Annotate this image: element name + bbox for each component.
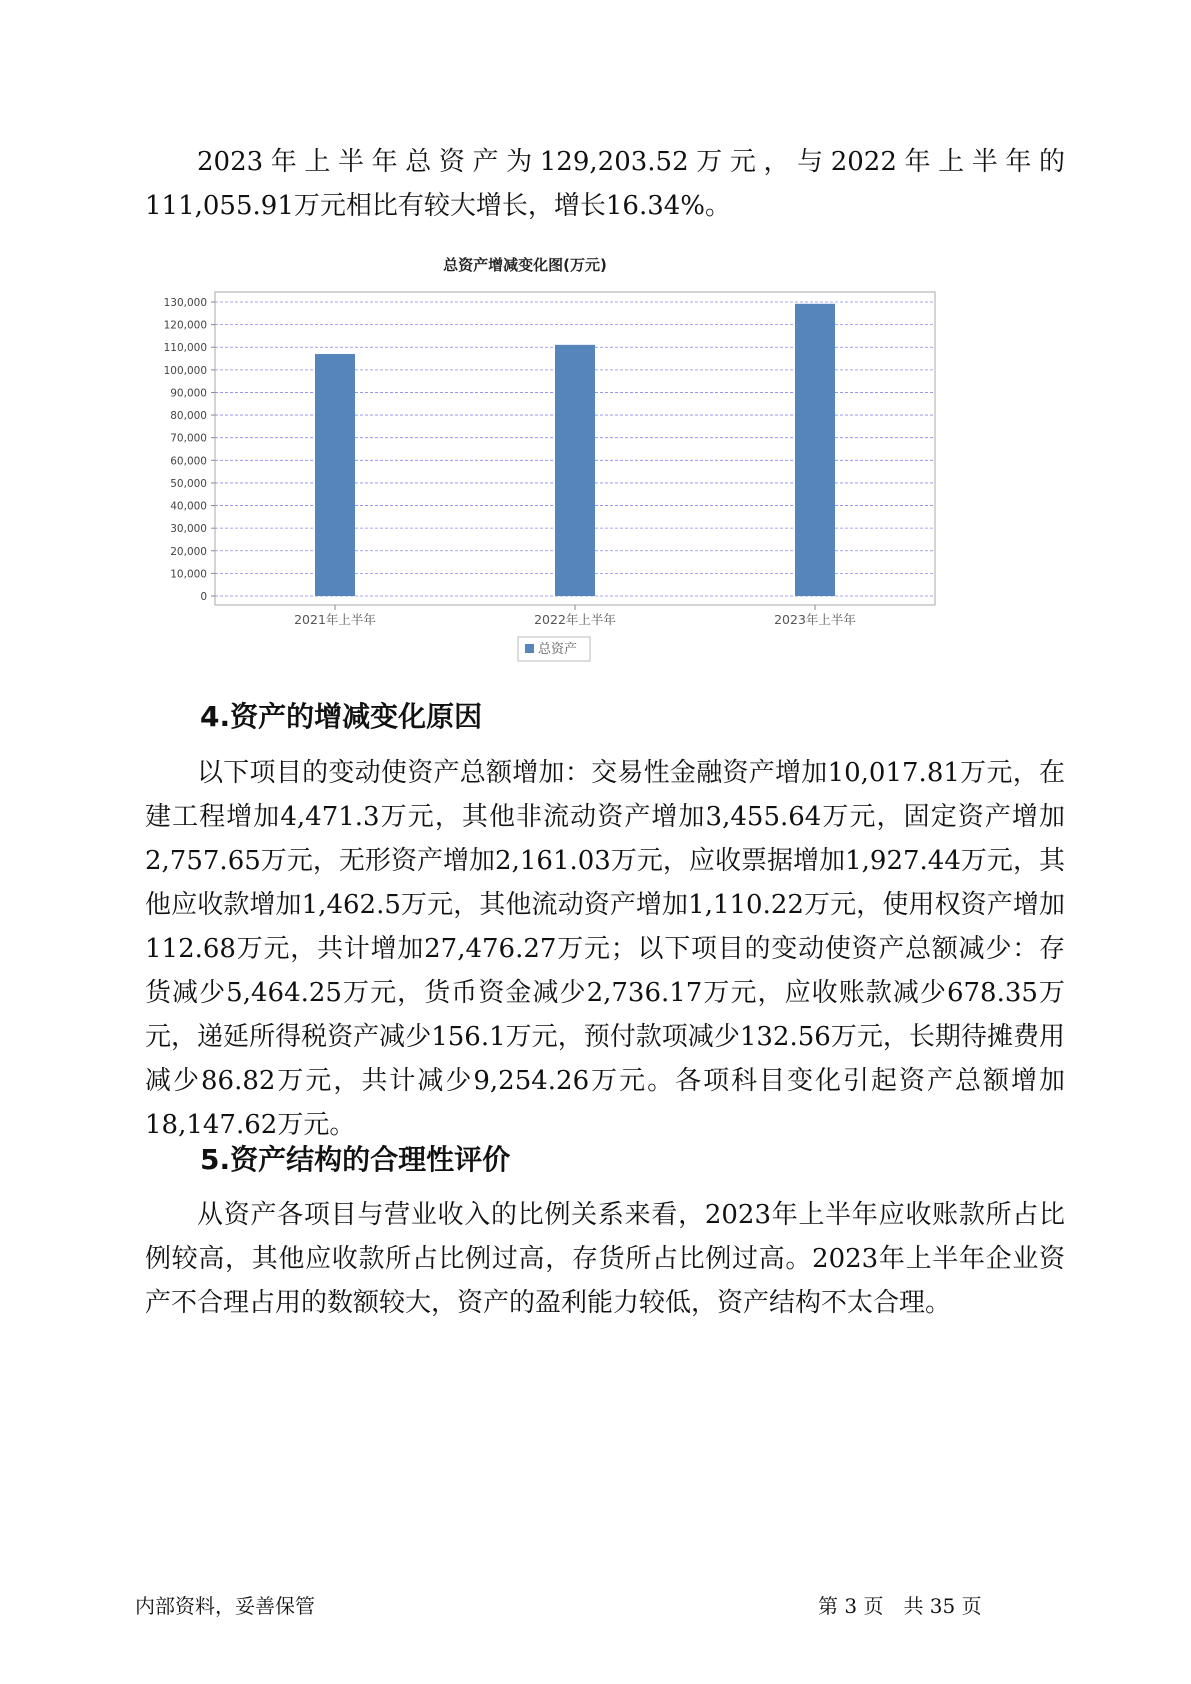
y-tick-label: 70,000 (170, 432, 207, 445)
legend (518, 637, 590, 661)
y-tick-label: 110,000 (163, 342, 207, 355)
bar (795, 304, 835, 596)
y-tick-label: 10,000 (170, 568, 207, 581)
footer-page-number: 第 3 页 共 35 页 (818, 1594, 982, 1618)
x-tick-label: 2023年上半年 (774, 612, 856, 627)
legend-label: 总资产 (538, 642, 578, 657)
section4-body: 以下项目的变动使资产总额增加：交易性金融资产增加10,017.81万元，在建工程增加4,471.3万元，其他非流动资产增加3,455.64万元，固定资产增加2,757.65万元，无形资产增加2,161.03万元，应收票据增加1,927.44万元，其他应收款增加1,462.5万元，其他流动资产增加1,110.22万元，使用权资产增加112.68万元，共计增加27,476.27万元；以下项目的变动使资产总额减少：存货减少5,464.25万元，货币资金减少2,736.17万元，应收账款减少678.35万元，递延所得税资产减少156.1万元，预付款项减少132.56万元，长期待摊费用减少86.82万元，共计减少9,254.26万元。各项科目变化引起资产总额增加18,147.62万元。 (145, 758, 1065, 1140)
chart-title: 总资产增减变化图(万元) (443, 256, 607, 274)
total-assets-bar-chart (140, 255, 950, 675)
intro-paragraph: 2023年上半年总资产为129,203.52万元，与2022年上半年的111,055.91万元相比有较大增长，增长16.34%。 (145, 147, 1065, 221)
y-tick-label: 0 (200, 591, 207, 603)
y-tick-label: 60,000 (170, 455, 207, 468)
bar (555, 345, 595, 596)
x-tick-label: 2022年上半年 (534, 612, 616, 627)
y-tick-label: 40,000 (170, 500, 207, 513)
y-tick-label: 130,000 (163, 297, 207, 309)
footer-confidential: 内部资料，妥善保管 (135, 1594, 315, 1618)
y-tick-label: 80,000 (170, 410, 207, 423)
section5-heading: 5.资产结构的合理性评价 (200, 1143, 511, 1176)
x-axis-ticks (294, 605, 856, 627)
x-tick-label: 2021年上半年 (294, 612, 376, 627)
y-tick-label: 50,000 (170, 477, 207, 490)
section4-heading: 4.资产的增减变化原因 (200, 700, 483, 733)
y-tick-label: 20,000 (170, 545, 207, 558)
y-tick-label: 30,000 (170, 523, 207, 536)
y-tick-label: 100,000 (163, 364, 207, 377)
legend-swatch (525, 644, 534, 653)
y-tick-label: 90,000 (170, 387, 207, 400)
bar (315, 354, 355, 596)
y-axis-ticks (164, 297, 215, 603)
section5-body: 从资产各项目与营业收入的比例关系来看，2023年上半年应收账款所占比例较高，其他应收款所占比例过高，存货所占比例过高。2023年上半年企业资产不合理占用的数额较大，资产的盈利能力较低，资产结构不太合理。 (145, 1200, 1065, 1318)
y-tick-label: 120,000 (163, 319, 207, 332)
